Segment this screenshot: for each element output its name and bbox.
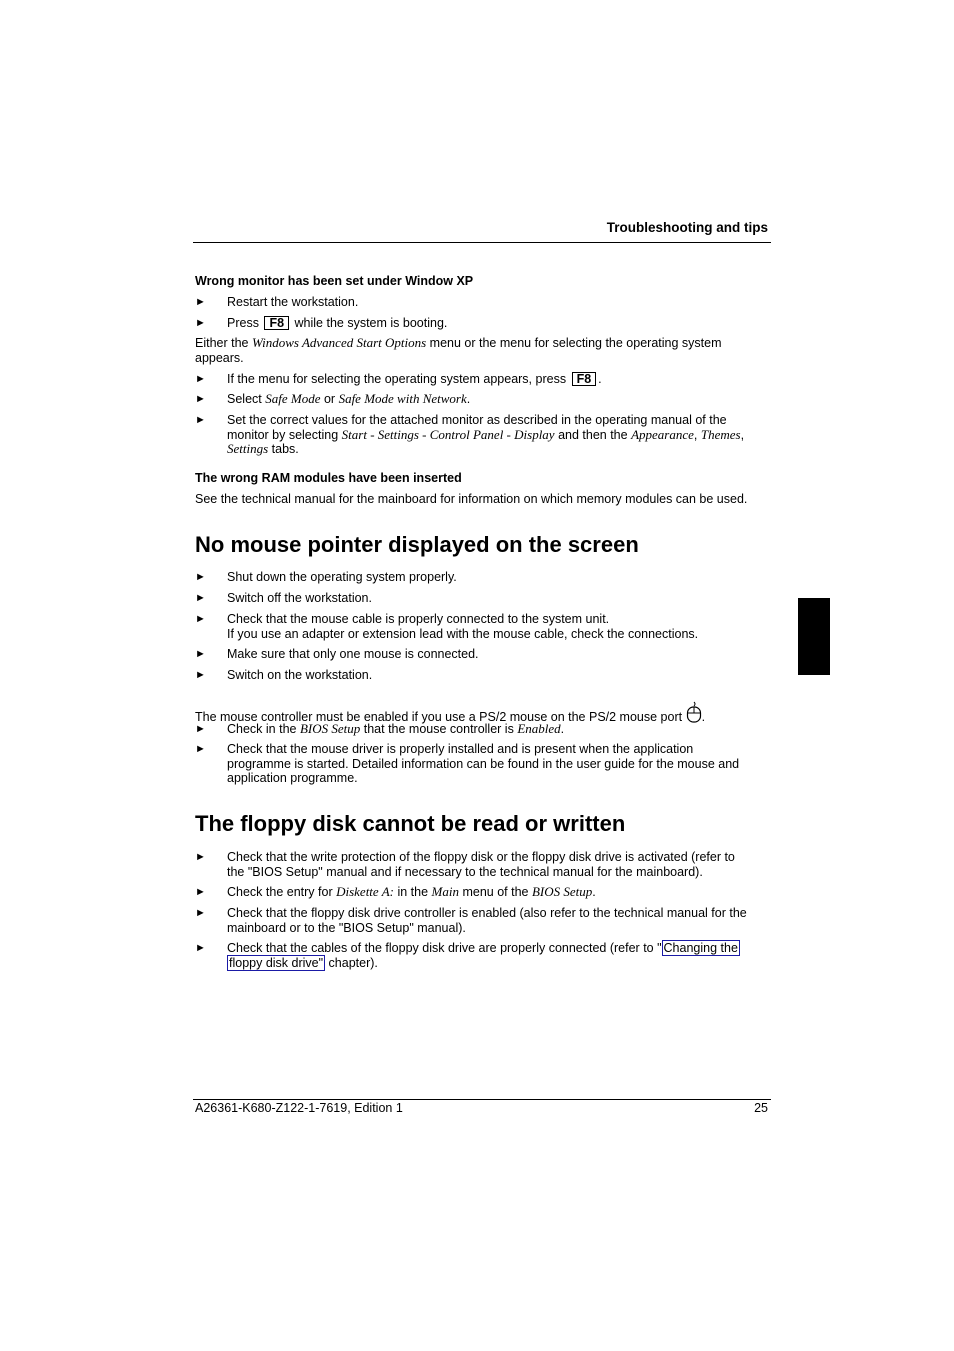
link-changing-floppy-drive-cont[interactable]: floppy disk drive" (229, 955, 324, 970)
list-item-text: Set the correct values for the attached monitor as described in the operating manual of the monitor by selecting Start - Settings - Control Panel - Display and then the Appearance, Themes, Settings tabs. (227, 413, 745, 456)
list-item-text: Check that the cables of the floppy disk drive are properly connected (refer to " Changing the floppy disk drive" chapter). (227, 941, 738, 970)
subheading-wrong-monitor: Wrong monitor has been set under Window XP (195, 274, 474, 288)
header-divider (193, 242, 771, 243)
arrow-bullet-icon: ► (195, 613, 206, 625)
arrow-bullet-icon: ► (195, 723, 206, 735)
list-item-text: Check in the BIOS Setup that the mouse controller is Enabled. (227, 721, 565, 736)
arrow-bullet-icon: ► (195, 851, 206, 863)
list-item-text: Check the entry for Diskette A: in the Main menu of the BIOS Setup. (227, 884, 596, 899)
arrow-bullet-icon: ► (195, 669, 206, 681)
arrow-bullet-icon: ► (195, 886, 206, 898)
footer-divider (193, 1099, 771, 1100)
list-item-text: Switch off the workstation. (227, 591, 372, 605)
arrow-bullet-icon: ► (195, 743, 206, 755)
header-title: Troubleshooting and tips (606, 220, 768, 235)
arrow-bullet-icon: ► (195, 296, 206, 308)
chapter-tab-marker (798, 598, 830, 675)
heading-floppy-disk: The floppy disk cannot be read or written (195, 811, 626, 836)
list-item-text: If the menu for selecting the operating system appears, press F8 . (227, 372, 602, 386)
paragraph-mouse-controller: The mouse controller must be enabled if you use a PS/2 mouse on the PS/2 mouse port . (195, 701, 770, 727)
f8-key: F8 (264, 316, 289, 330)
list-item-text: Check that the floppy disk drive controller is enabled (also refer to the technical manual for the mainboard or to the "BIOS Setup" manual). (227, 906, 747, 935)
arrow-bullet-icon: ► (195, 393, 206, 405)
arrow-bullet-icon: ► (195, 571, 206, 583)
link-changing-floppy-drive[interactable]: Changing the (663, 941, 738, 955)
arrow-bullet-icon: ► (195, 942, 206, 954)
list-item-text: Shut down the operating system properly. (227, 570, 457, 584)
list-item-text: Check that the mouse driver is properly installed and is present when the application programme is started. Detailed information can be found in the user guide for the mouse and application programme. (227, 742, 740, 785)
paragraph-start-options: Either the Windows Advanced Start Options menu or the menu for selecting the operating system appears. (195, 335, 722, 365)
arrow-bullet-icon: ► (195, 373, 206, 385)
subheading-wrong-ram: The wrong RAM modules have been inserted (195, 471, 462, 485)
list-item-text: Select Safe Mode or Safe Mode with Network. (227, 391, 471, 406)
arrow-bullet-icon: ► (195, 907, 206, 919)
arrow-bullet-icon: ► (195, 592, 206, 604)
list-item-text: Switch on the workstation. (227, 668, 373, 682)
footer-document-id: A26361-K680-Z122-1-7619, Edition 1 (195, 1101, 403, 1115)
heading-no-mouse-pointer: No mouse pointer displayed on the screen (195, 532, 639, 557)
list-item-text: Check that the write protection of the floppy disk or the floppy disk drive is activated (refer to the "BIOS Setup" manual and if necessary to the technical manual for the mainboard). (227, 850, 735, 879)
arrow-bullet-icon: ► (195, 317, 206, 329)
arrow-bullet-icon: ► (195, 414, 206, 426)
arrow-bullet-icon: ► (195, 648, 206, 660)
page-number: 25 (754, 1101, 768, 1115)
paragraph-ram: See the technical manual for the mainboard for information on which memory modules can be used. (195, 492, 748, 506)
list-item-text: Make sure that only one mouse is connected. (227, 647, 479, 661)
f8-key: F8 (572, 372, 597, 386)
list-item-text: Check that the mouse cable is properly connected to the system unit. If you use an adapter or extension lead with the mouse cable, check the connections. (227, 612, 699, 641)
list-item-text: Restart the workstation. (227, 295, 359, 309)
list-item-text: Press F8 while the system is booting. (227, 316, 448, 330)
